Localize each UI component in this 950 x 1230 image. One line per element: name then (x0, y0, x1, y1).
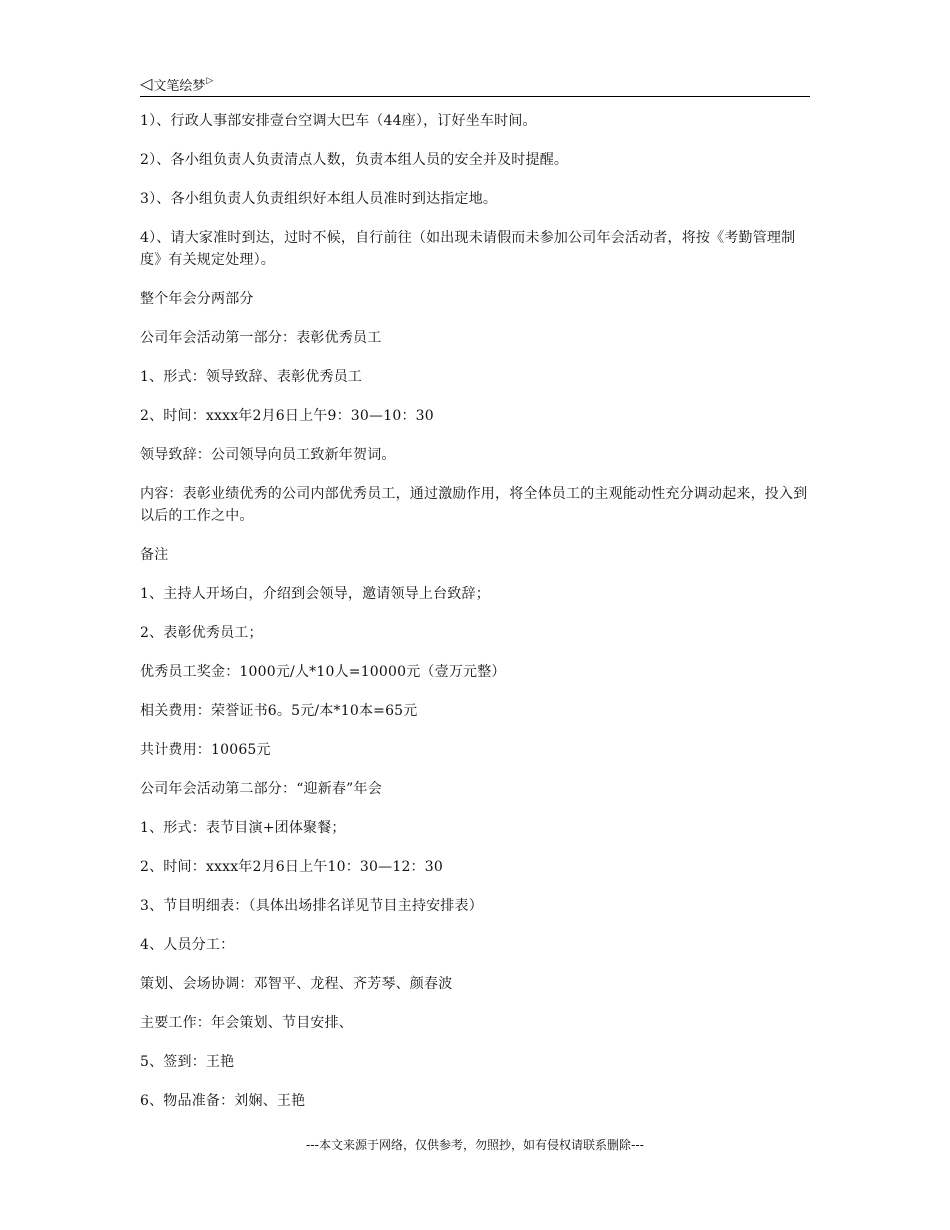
paragraph: 1、主持人开场白，介绍到会领导，邀请领导上台致辞； (140, 586, 490, 602)
paragraph: 领导致辞：公司领导向员工致新年贺词。 (140, 447, 396, 463)
paragraph: 优秀员工奖金：1000元/人*10人=10000元（壹万元整） (140, 664, 506, 680)
paragraph: 1）、行政人事部安排壹台空调大巴车（44座），订好坐车时间。 (140, 113, 537, 129)
paragraph: 备注 (140, 547, 169, 563)
right-triangle-icon: ▷ (206, 75, 214, 86)
paragraph: 1、形式：领导致辞、表彰优秀员工 (140, 369, 363, 385)
paragraph: 共计费用：10065元 (140, 742, 271, 758)
paragraph: 5、签到：王艳 (140, 1054, 235, 1070)
left-triangle-icon: ◁ (140, 74, 153, 93)
paragraph: 公司年会活动第一部分：表彰优秀员工 (140, 330, 382, 346)
document-body (140, 110, 810, 1129)
paragraph: 3）、各小组负责人负责组织好本组人员准时到达指定地。 (140, 191, 498, 207)
paragraph: 1、形式：表节目演+团体聚餐； (140, 820, 346, 836)
paragraph: 4、人员分工： (140, 937, 235, 953)
paragraph: 2、表彰优秀员工； (140, 625, 263, 641)
header-title: 文笔绘梦 (153, 78, 206, 94)
paragraph: 2）、各小组负责人负责清点人数，负责本组人员的安全并及时提醒。 (140, 152, 569, 168)
paragraph: 2、时间：xxxx年2月6日上午10：30—12：30 (140, 859, 443, 875)
paragraph: 6、物品准备：刘娴、王艳 (140, 1093, 306, 1109)
paragraph: 策划、会场协调：邓智平、龙程、齐芳琴、颜春波 (140, 976, 453, 992)
page-footer: ---本文来源于网络，仅供参考，勿照抄，如有侵权请联系删除--- (306, 1138, 644, 1152)
paragraph: 相关费用：荣誉证书6。5元/本*10本=65元 (140, 703, 418, 719)
paragraph: 3、节目明细表：（具体出场排名详见节目主持安排表） (140, 898, 483, 914)
paragraph: 整个年会分两部分 (140, 291, 254, 307)
paragraph: 内容：表彰业绩优秀的公司内部优秀员工，通过激励作用，将全体员工的主观能动性充分调动起来，投入到以后的工作之中。 (140, 486, 808, 524)
paragraph: 主要工作：年会策划、节目安排、 (140, 1015, 353, 1031)
paragraph: 公司年会活动第二部分：“迎新春”年会 (140, 781, 382, 797)
paragraph: 4）、请大家准时到达，过时不候，自行前往（如出现未请假而未参加公司年会活动者，将按《考勤管理制度》有关规定处理）。 (140, 230, 796, 268)
paragraph: 2、时间：xxxx年2月6日上午9：30—10：30 (140, 408, 434, 424)
page-header (140, 72, 810, 97)
